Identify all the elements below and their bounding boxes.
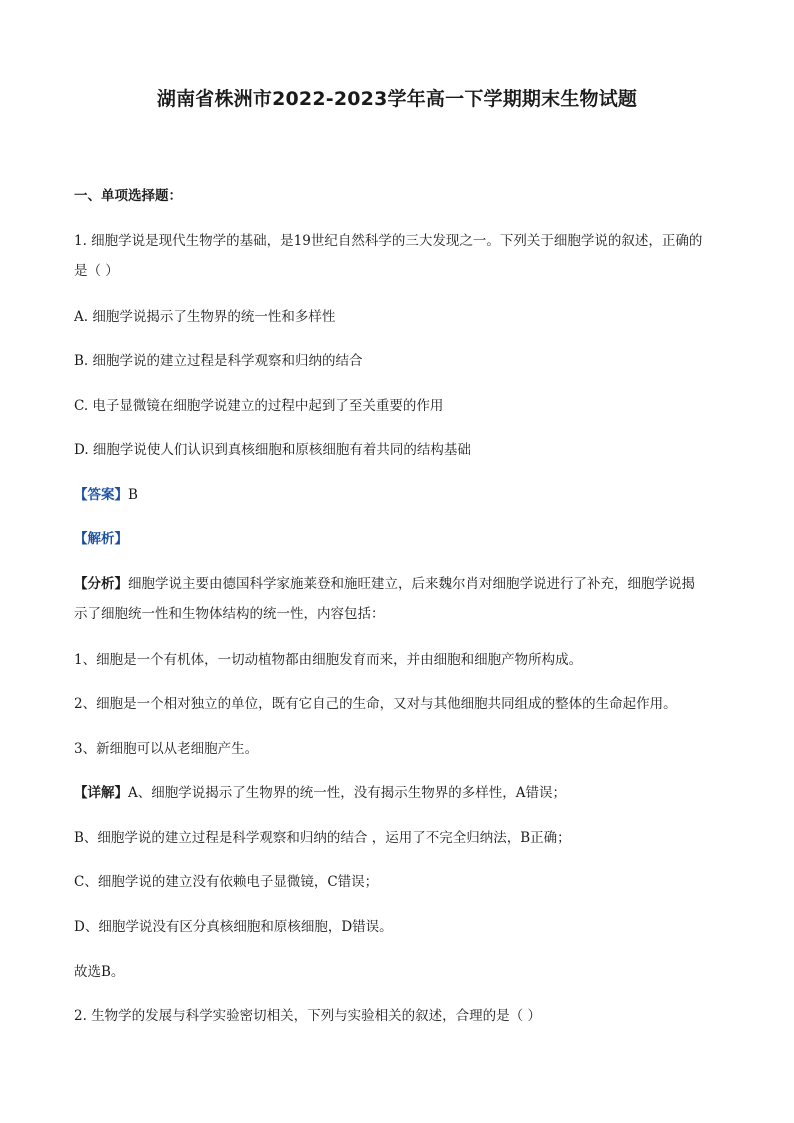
section-heading: 一、单项选择题： (74, 188, 182, 204)
q1-fenxi-line2: 示了细胞统一性和生物体结构的统一性，内容包括： (74, 606, 385, 622)
fenxi-text-1: 细胞学说主要由德国科学家施莱登和施旺建立，后来魏尔肖对细胞学说进行了补充，细胞学说揭 (128, 576, 695, 592)
q2-stem-line1: 2. 生物学的发展与科学实验密切相关，下列与实验相关的叙述，合理的是（ ） (74, 1008, 541, 1024)
q1-detail-d: D、细胞学说没有区分真核细胞和原核细胞，D错误。 (74, 919, 393, 935)
q1-option-c: C. 电子显微镜在细胞学说建立的过程中起到了至关重要的作用 (74, 398, 444, 414)
detail-tag: 【详解】 (74, 785, 128, 801)
q1-option-a: A. 细胞学说揭示了生物界的统一性和多样性 (74, 309, 336, 325)
q1-detail-line1 (74, 783, 730, 803)
detail-text-a: A、细胞学说揭示了生物界的统一性，没有揭示生物界的多样性，A错误； (128, 785, 566, 801)
answer-value: B (128, 487, 138, 503)
q1-answer (74, 485, 730, 505)
q1-option-b: B. 细胞学说的建立过程是科学观察和归纳的结合 (74, 353, 363, 369)
analysis-tag: 【解析】 (74, 531, 128, 547)
q1-stem-line2: 是（ ） (74, 263, 119, 279)
q1-analysis-tag-line (74, 529, 730, 549)
q1-conclusion: 故选B。 (74, 964, 125, 980)
q1-point-2: 2、细胞是一个相对独立的单位，既有它自己的生命，又对与其他细胞共同组成的整体的生命起作用。 (74, 696, 677, 712)
q1-detail-b: B、细胞学说的建立过程是科学观察和归纳的结合 ，运用了不完全归纳法，B正确； (74, 830, 571, 846)
q1-point-1: 1、细胞是一个有机体，一切动植物都由细胞发育而来，并由细胞和细胞产物所构成。 (74, 652, 583, 668)
answer-tag: 【答案】 (74, 487, 128, 503)
q1-stem-line1: 1. 细胞学说是现代生物学的基础，是19世纪自然科学的三大发现之一。下列关于细胞学说的叙述，正确的 (74, 233, 703, 249)
fenxi-tag: 【分析】 (74, 576, 128, 592)
q1-option-d: D. 细胞学说使人们认识到真核细胞和原核细胞有着共同的结构基础 (74, 442, 471, 458)
document-title: 湖南省株洲市2022-2023学年高一下学期期末生物试题 (156, 88, 638, 110)
q1-point-3: 3、新细胞可以从老细胞产生。 (74, 741, 259, 757)
q1-fenxi-line1 (74, 574, 730, 594)
q1-detail-c: C、细胞学说的建立没有依赖电子显微镜，C错误； (74, 874, 379, 890)
